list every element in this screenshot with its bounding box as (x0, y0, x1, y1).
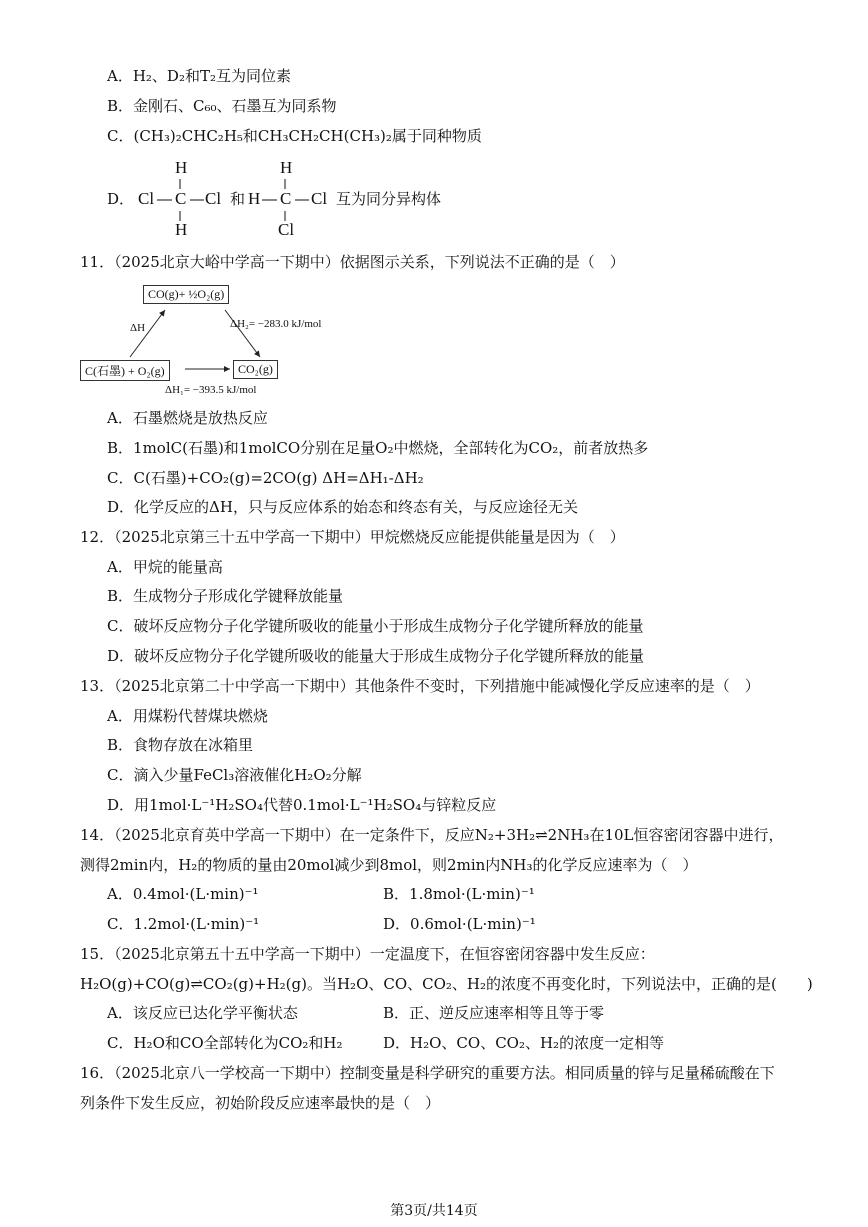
atom-center: C (280, 189, 292, 208)
q12-stem: 12．（2025北京第三十五中学高一下期中）甲烷燃烧反应能提供能量是因为（ ） (80, 528, 625, 546)
q16-stem-line2: 列条件下发生反应，初始阶段反应速率最快的是（ ） (80, 1094, 441, 1112)
q13-stem: 13．（2025北京第二十中学高一下期中）其他条件不变时，下列措施中能减慢化学反应速率的是（ ） (80, 677, 760, 695)
bonds-2 (240, 155, 350, 245)
q11-option-c: C．C(石墨)+CO₂(g)=2CO(g) ΔH=ΔH₁-ΔH₂ (107, 469, 424, 487)
q16-stem-line1: 16．（2025北京八一学校高一下期中）控制变量是科学研究的重要方法。相同质量的锌与足量稀硫酸在下 (80, 1064, 775, 1082)
q15-stem-line2: H₂O(g)+CO(g)⇌CO₂(g)+H₂(g)。当H₂O、CO、CO₂、H₂的浓度不再变化时，下列说法中，正确的是( ) (80, 975, 813, 993)
q10-option-d-label: D． (107, 190, 135, 208)
q11-option-d: D．化学反应的ΔH，只与反应体系的始态和终态有关，与反应途径无关 (107, 498, 578, 516)
q10-option-a: A．H₂、D₂和T₂互为同位素 (107, 67, 291, 85)
q10-option-b: B．金刚石、C₆₀、石墨互为同系物 (107, 97, 337, 115)
diagram-box-co: CO(g)+ ½O₂(g) (143, 285, 229, 304)
q13-option-a: A．用煤粉代替煤块燃烧 (107, 707, 268, 725)
q12-option-c: C．破坏反应物分子化学键所吸收的能量小于形成生成物分子化学键所释放的能量 (107, 617, 644, 635)
q12-option-a: A．甲烷的能量高 (107, 558, 223, 576)
q11-stem: 11．（2025北京大峪中学高一下期中）依据图示关系，下列说法不正确的是（ ） (80, 253, 625, 271)
q13-option-c: C．滴入少量FeCl₃溶液催化H₂O₂分解 (107, 766, 362, 784)
q14-option-a: A．0.4mol·(L·min)⁻¹ (107, 885, 259, 903)
q15-stem-line1: 15．（2025北京第五十五中学高一下期中）一定温度下，在恒容密闭容器中发生反应： (80, 945, 655, 963)
atom-bottom: H (175, 220, 188, 239)
q11-option-b: B．1molC(石墨)和1molCO分别在足量O₂中燃烧，全部转化为CO₂，前者放热多 (107, 439, 649, 457)
diagram-label-dh2: ΔH₂= −283.0 kJ/mol (230, 318, 322, 330)
q14-option-d: D．0.6mol·(L·min)⁻¹ (383, 915, 536, 933)
q14-option-b: B．1.8mol·(L·min)⁻¹ (383, 885, 535, 903)
atom-top: H (175, 158, 188, 177)
q14-stem-line2: 测得2min内，H₂的物质的量由20mol减少到8mol，则2min内NH₃的化学反应速率为（ ） (80, 856, 698, 874)
q14-stem-line1: 14．（2025北京育英中学高一下期中）在一定条件下，反应N₂+3H₂⇌2NH₃在10L恒容密闭容器中进行， (80, 826, 784, 844)
q14-option-c: C．1.2mol·(L·min)⁻¹ (107, 915, 260, 933)
q12-option-d: D．破坏反应物分子化学键所吸收的能量大于形成生成物分子化学键所释放的能量 (107, 647, 645, 665)
q13-option-b: B．食物存放在冰箱里 (107, 736, 254, 754)
atom-right: Cl (205, 189, 222, 208)
atom-left: H (248, 189, 261, 208)
q15-option-b: B．正、逆反应速率相等且等于零 (383, 1004, 605, 1022)
atom-bottom: Cl (278, 220, 295, 239)
q13-option-d: D．用1mol·L⁻¹H₂SO₄代替0.1mol·L⁻¹H₂SO₄与锌粒反应 (107, 796, 497, 814)
atom-center: C (175, 189, 187, 208)
q10-option-c: C．(CH₃)₂CHC₂H₅和CH₃CH₂CH(CH₃)₂属于同种物质 (107, 127, 482, 145)
q10-option-d-text: 互为同分异构体 (336, 190, 442, 208)
diagram-label-dh1: ΔH₁= −393.5 kJ/mol (165, 384, 257, 396)
diagram-box-co2: CO₂(g) (233, 360, 278, 379)
page-number: 第3页/共14页 (390, 1203, 478, 1219)
bonds-1 (130, 155, 240, 245)
atom-right: Cl (311, 189, 328, 208)
diagram-label-dh: ΔH (130, 322, 146, 334)
q12-option-b: B．生成物分子形成化学键释放能量 (107, 587, 344, 605)
q15-option-a: A．该反应已达化学平衡状态 (107, 1004, 298, 1022)
q10-option-d-and: 和 (230, 190, 246, 208)
atom-top: H (280, 158, 293, 177)
diagram-box-reactants: C(石墨) + O₂(g) (80, 360, 170, 381)
q11-option-a: A．石墨燃烧是放热反应 (107, 409, 268, 427)
q15-option-c: C．H₂O和CO全部转化为CO₂和H₂ (107, 1034, 343, 1052)
q15-option-d: D．H₂O、CO、CO₂、H₂的浓度一定相等 (383, 1034, 665, 1052)
atom-left: Cl (138, 189, 155, 208)
